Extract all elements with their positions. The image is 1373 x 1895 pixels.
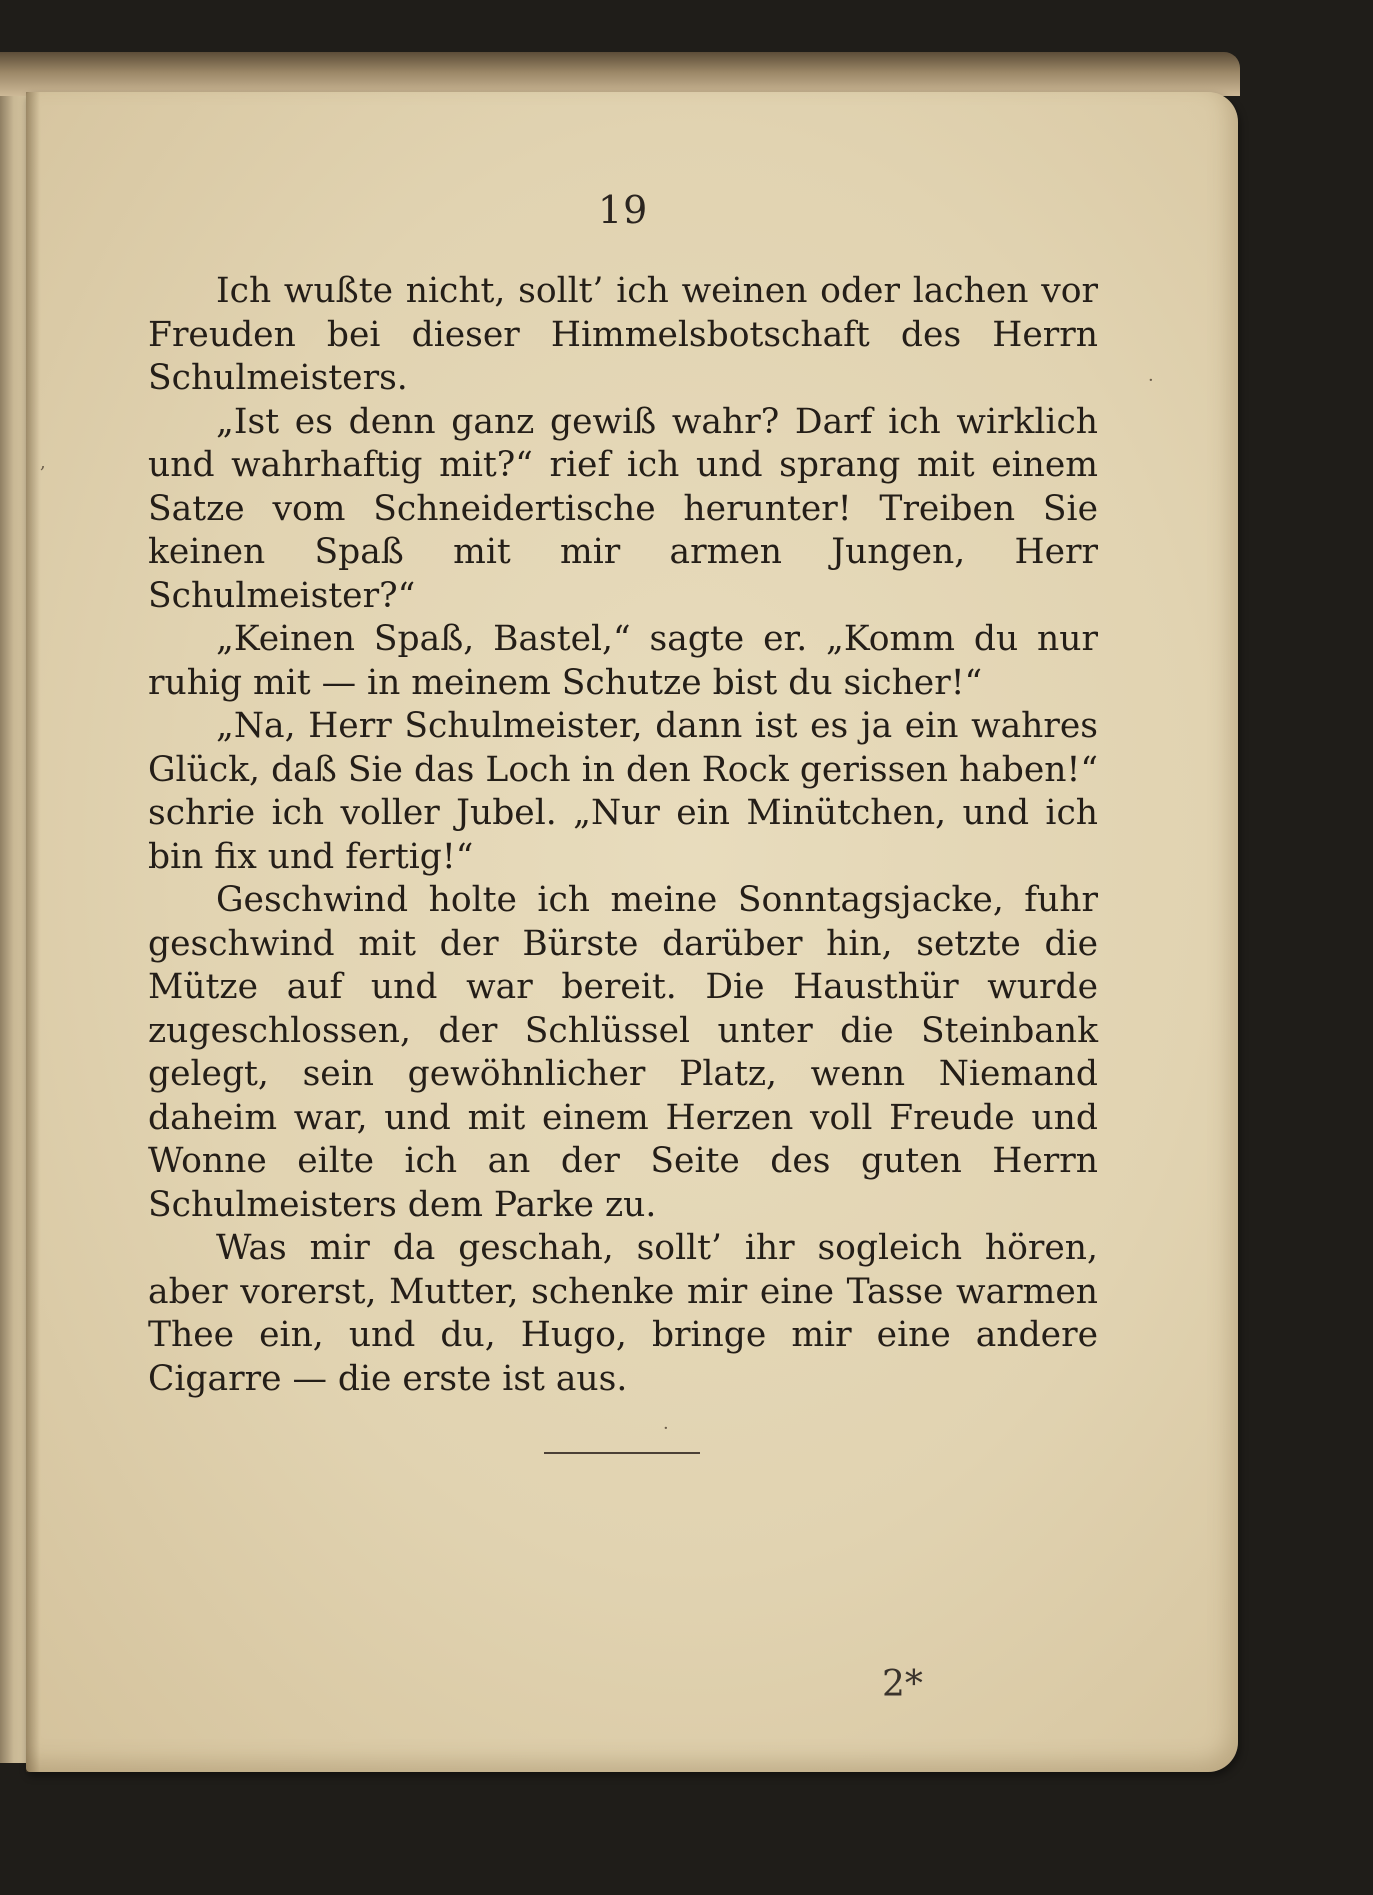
- page-number: 19: [598, 188, 649, 232]
- paragraph-5: Geschwind holte ich meine Sonntagsjacke, fuhr geschwind mit der Bürste darüber hin, setzte die Mütze auf und war bereit. Die Hausthür wurde zugeschlossen, der Schlüssel unter die Steinbank gelegt, sein gewöhnlicher Platz, wenn Niemand daheim war, und mit einem Herzen voll Freude und Wonne eilte ich an der Seite des guten Herrn Schulmeisters dem Parke zu.: [148, 880, 1098, 1225]
- section-end-rule: [544, 1452, 700, 1454]
- paragraph-6: Was mir da geschah, sollt’ ihr sogleich hören, aber vorerst, Mutter, schenke mir eine Tasse warmen Thee ein, und du, Hugo, bringe mir eine andere Cigarre — die erste ist aus.: [148, 1228, 1098, 1399]
- paragraph-3: „Keinen Spaß, Bastel,“ sagte er. „Komm du nur ruhig mit — in meinem Schutze bist du sicher!“: [148, 619, 1098, 703]
- book-top-edge: [0, 52, 1240, 96]
- paragraph-1: Ich wußte nicht, sollt’ ich weinen oder lachen vor Freuden bei dieser Himmelsbotschaft des Herrn Schulmeisters.: [148, 271, 1098, 398]
- signature-mark: 2*: [882, 1664, 923, 1705]
- paragraph-2: „Ist es denn ganz gewiß wahr? Darf ich wirklich und wahrhaftig mit?“ rief ich und sprang mit einem Satze vom Schneidertische herunter! Treiben Sie keinen Spaß mit mir armen Jungen, Herr Schulmeister?“: [148, 401, 1098, 616]
- body-text: [148, 270, 1098, 1401]
- paragraph-4: „Na, Herr Schulmeister, dann ist es ja ein wahres Glück, daß Sie das Loch in den Rock gerissen haben!“ schrie ich voller Jubel. „Nur ein Minütchen, und ich bin fix und fertig!“: [148, 706, 1098, 877]
- paper-speck: ·: [663, 1418, 669, 1439]
- paper-speck: ,: [40, 452, 46, 473]
- paper-speck: ·: [1148, 370, 1154, 391]
- page-gutter-shadow: [26, 92, 40, 1772]
